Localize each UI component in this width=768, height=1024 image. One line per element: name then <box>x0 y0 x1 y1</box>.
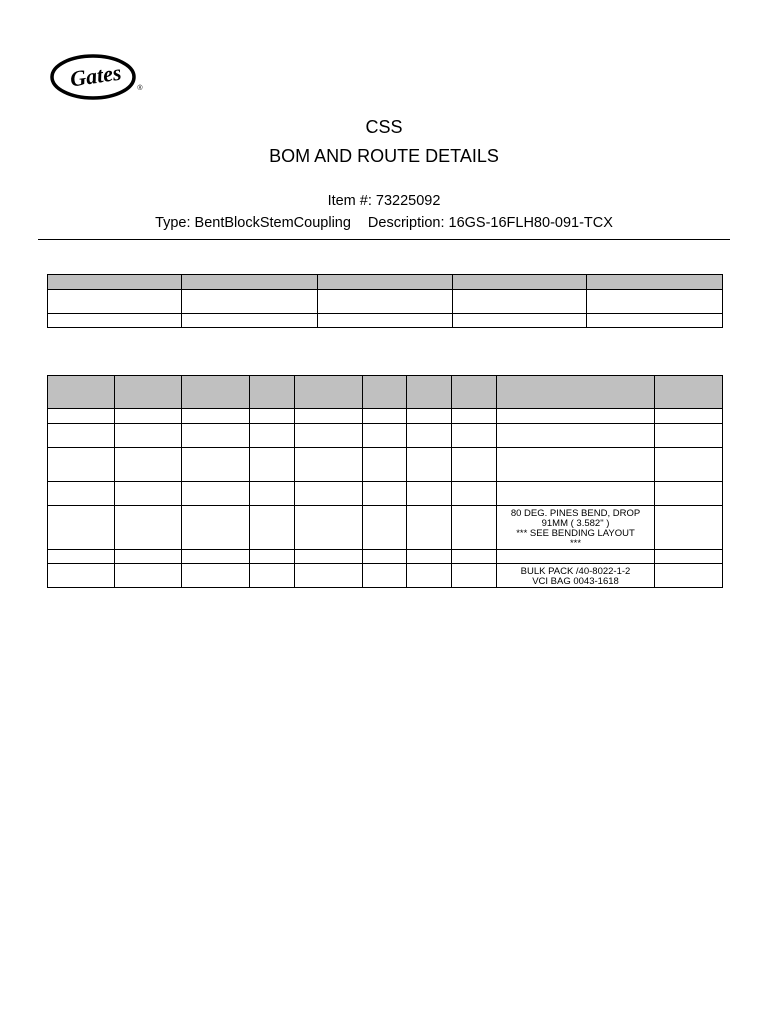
bom-header-row <box>48 275 723 290</box>
route-cell <box>452 482 497 506</box>
route-cell <box>250 409 295 424</box>
route-header-row <box>48 376 723 409</box>
route-cell <box>407 564 452 588</box>
route-cell <box>452 506 497 550</box>
route-cell <box>115 506 182 550</box>
route-cell <box>182 424 250 448</box>
bom-cell <box>453 290 587 314</box>
bom-header-cell <box>182 275 318 290</box>
route-cell <box>497 550 655 564</box>
route-row <box>48 424 723 448</box>
route-cell <box>452 424 497 448</box>
route-note-line: 91MM ( 3.582" ) <box>541 518 610 529</box>
registered-mark: ® <box>137 85 143 92</box>
route-cell <box>655 424 723 448</box>
route-cell <box>48 564 115 588</box>
route-cell <box>115 564 182 588</box>
route-cell <box>407 424 452 448</box>
route-cell <box>250 448 295 482</box>
route-header-cell <box>115 376 182 409</box>
route-cell <box>48 448 115 482</box>
page-subtitle: BOM AND ROUTE DETAILS <box>269 146 499 166</box>
route-cell <box>295 448 363 482</box>
route-header-cell <box>407 376 452 409</box>
route-note-line: *** SEE BENDING LAYOUT <box>516 528 635 539</box>
route-cell <box>295 424 363 448</box>
route-cell <box>655 506 723 550</box>
route-cell <box>452 550 497 564</box>
route-cell <box>497 448 655 482</box>
route-cell <box>655 482 723 506</box>
item-number: Item #: 73225092 <box>327 193 441 209</box>
route-cell <box>250 424 295 448</box>
route-cell <box>655 409 723 424</box>
route-cell <box>452 564 497 588</box>
route-header-cell <box>182 376 250 409</box>
route-cell <box>295 482 363 506</box>
route-cell <box>407 482 452 506</box>
route-cell <box>250 482 295 506</box>
route-cell <box>182 448 250 482</box>
route-cell <box>48 506 115 550</box>
route-cell <box>115 448 182 482</box>
bom-cell <box>182 314 318 328</box>
route-header-cell <box>295 376 363 409</box>
header-divider <box>38 239 730 240</box>
route-cell <box>363 409 407 424</box>
route-cell <box>182 550 250 564</box>
route-cell <box>48 482 115 506</box>
route-cell <box>497 424 655 448</box>
route-cell <box>655 448 723 482</box>
bom-cell <box>318 290 453 314</box>
type-description-line <box>0 215 768 231</box>
bom-table <box>47 274 723 328</box>
route-cell <box>295 409 363 424</box>
route-note-line: *** <box>569 538 582 549</box>
route-row <box>48 409 723 424</box>
bom-row <box>48 314 723 328</box>
route-cell <box>363 564 407 588</box>
bom-header-cell <box>587 275 723 290</box>
bom-header-cell <box>453 275 587 290</box>
route-note-line: 80 DEG. PINES BEND, DROP <box>510 508 641 519</box>
route-cell <box>250 550 295 564</box>
route-cell <box>452 448 497 482</box>
route-cell <box>115 424 182 448</box>
route-cell <box>363 506 407 550</box>
route-cell <box>250 506 295 550</box>
route-cell <box>363 424 407 448</box>
route-header-cell <box>497 376 655 409</box>
route-cell <box>407 448 452 482</box>
route-header-cell <box>250 376 295 409</box>
route-note-line: BULK PACK /40-8022-1-2 <box>520 566 631 577</box>
route-row <box>48 550 723 564</box>
route-header-cell <box>655 376 723 409</box>
route-cell <box>115 482 182 506</box>
route-row <box>48 448 723 482</box>
route-cell <box>48 409 115 424</box>
route-note-cell <box>497 506 655 550</box>
item-type: Type: BentBlockStemCoupling <box>155 215 351 231</box>
route-cell <box>182 409 250 424</box>
route-cell <box>250 564 295 588</box>
route-cell <box>655 564 723 588</box>
route-note-cell <box>497 564 655 588</box>
route-cell <box>115 550 182 564</box>
route-cell <box>407 409 452 424</box>
route-cell <box>655 550 723 564</box>
route-row <box>48 564 723 588</box>
route-header-cell <box>452 376 497 409</box>
page-title: CSS <box>365 117 403 137</box>
route-cell <box>407 506 452 550</box>
bom-cell <box>48 290 182 314</box>
bom-cell <box>182 290 318 314</box>
bom-header-cell <box>48 275 182 290</box>
bom-row <box>48 290 723 314</box>
bom-cell <box>318 314 453 328</box>
bom-cell <box>587 314 723 328</box>
route-cell <box>295 550 363 564</box>
gates-logo <box>50 52 146 102</box>
route-header-cell <box>363 376 407 409</box>
route-row <box>48 506 723 550</box>
route-cell <box>182 564 250 588</box>
bom-header-cell <box>318 275 453 290</box>
route-cell <box>363 448 407 482</box>
route-cell <box>452 409 497 424</box>
route-cell <box>115 409 182 424</box>
route-cell <box>497 409 655 424</box>
bom-cell <box>48 314 182 328</box>
bom-cell <box>453 314 587 328</box>
route-note-line: VCI BAG 0043-1618 <box>532 576 619 587</box>
route-cell <box>363 550 407 564</box>
route-cell <box>182 482 250 506</box>
route-cell <box>407 550 452 564</box>
route-header-cell <box>48 376 115 409</box>
route-table <box>47 375 723 588</box>
route-cell <box>182 506 250 550</box>
route-row <box>48 482 723 506</box>
route-cell <box>363 482 407 506</box>
route-cell <box>295 564 363 588</box>
bom-cell <box>587 290 723 314</box>
route-cell <box>48 424 115 448</box>
logo-wordmark: Gates <box>68 59 123 92</box>
item-description: Description: 16GS-16FLH80-091-TCX <box>367 215 613 231</box>
route-cell <box>48 550 115 564</box>
route-cell <box>295 506 363 550</box>
route-cell <box>497 482 655 506</box>
